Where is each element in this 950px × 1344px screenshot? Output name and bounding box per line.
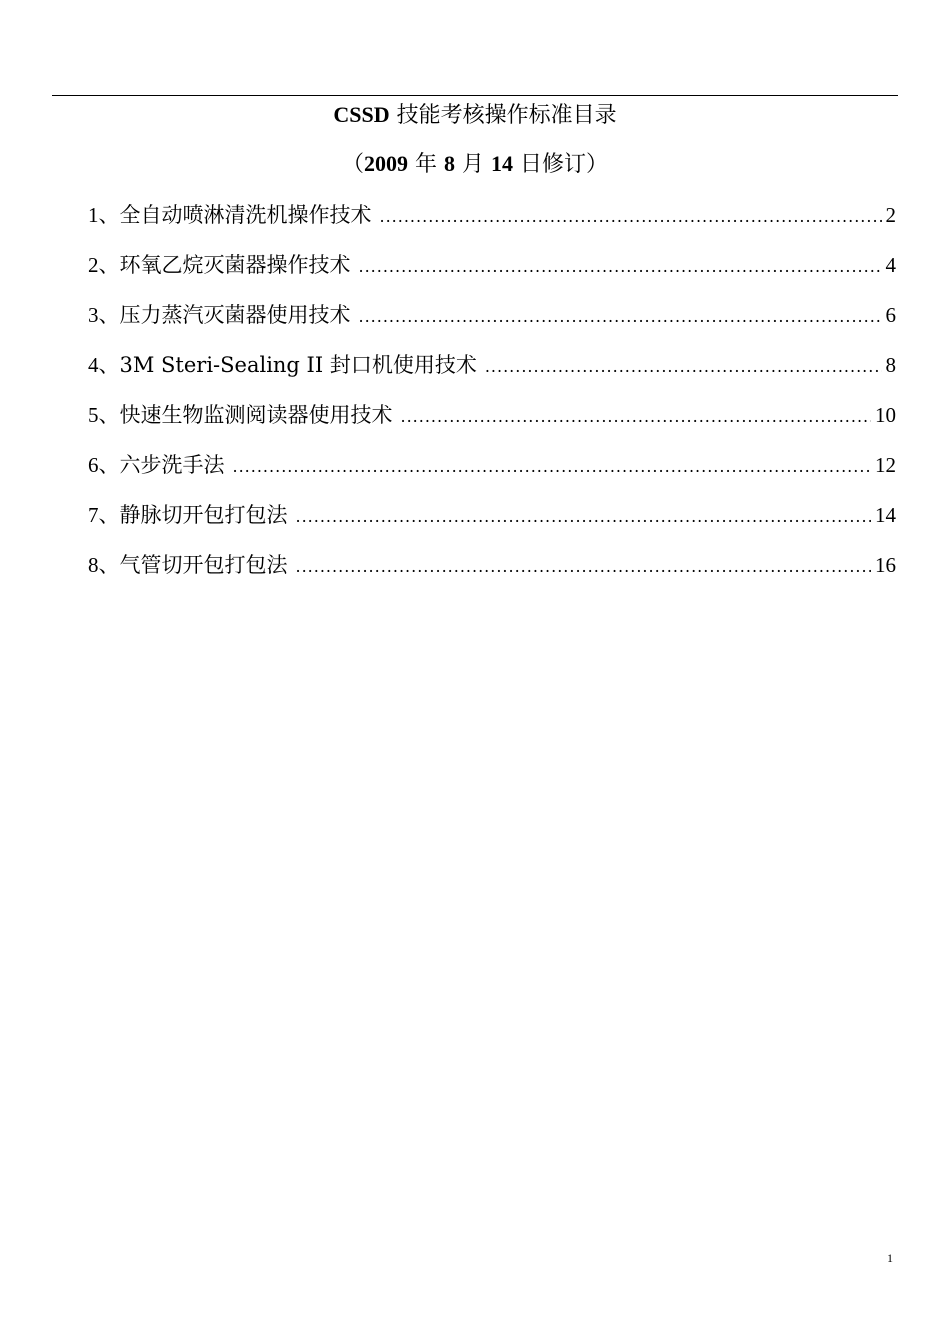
toc-entry-page: 8 <box>885 353 896 377</box>
header-rule <box>52 95 898 96</box>
toc-entry-page: 2 <box>885 203 896 227</box>
revision-month: 8 <box>444 151 455 176</box>
revision-day-suffix: 日修订 <box>513 152 586 177</box>
revision-month-unit: 月 <box>455 152 491 177</box>
toc-dot-leader <box>401 402 872 432</box>
toc-entry-page: 6 <box>885 303 896 327</box>
toc-entry-label: 静脉切开包打包法 <box>119 503 288 527</box>
toc-entry-page: 10 <box>875 403 896 427</box>
toc-entry[interactable] <box>88 400 896 450</box>
toc-entry-page: 4 <box>885 253 896 277</box>
toc-entry-label: 六步洗手法 <box>119 453 225 477</box>
toc-entry-label: 全自动喷淋清洗机操作技术 <box>119 203 372 227</box>
toc-entry-label: 快速生物监测阅读器使用技术 <box>119 403 393 427</box>
toc-entry[interactable] <box>88 300 896 350</box>
toc-entry-label: 气管切开包打包法 <box>119 553 288 577</box>
page-number: 1 <box>887 1251 893 1265</box>
toc-dot-leader <box>233 452 872 482</box>
toc-entry-separator: 、 <box>98 353 120 377</box>
document-title <box>0 100 950 131</box>
toc-entry-number: 6 <box>88 453 99 477</box>
toc-entry[interactable] <box>88 550 896 600</box>
table-of-contents <box>88 200 896 600</box>
subtitle-close-paren: ） <box>586 152 609 177</box>
toc-entry-number: 1 <box>88 203 99 227</box>
toc-entry[interactable] <box>88 500 896 550</box>
toc-dot-leader <box>296 552 872 582</box>
title-suffix: 技能考核操作标准目录 <box>389 103 617 128</box>
revision-date <box>0 149 950 180</box>
toc-entry[interactable] <box>88 250 896 300</box>
toc-entry-number: 7 <box>88 503 99 527</box>
revision-day: 14 <box>491 151 513 176</box>
toc-entry-separator: 、 <box>98 253 120 277</box>
revision-year: 2009 <box>364 151 408 176</box>
toc-entry-number: 2 <box>88 253 99 277</box>
toc-entry-label: 环氧乙烷灭菌器操作技术 <box>119 253 351 277</box>
toc-entry-page: 16 <box>875 553 896 577</box>
toc-entry-separator: 、 <box>98 553 120 577</box>
toc-entry-separator: 、 <box>98 303 120 327</box>
toc-entry-number: 4 <box>88 353 99 377</box>
toc-entry-separator: 、 <box>98 403 120 427</box>
toc-entry-number: 3 <box>88 303 99 327</box>
toc-entry-separator: 、 <box>98 453 120 477</box>
toc-entry-page: 14 <box>875 503 896 527</box>
toc-entry[interactable] <box>88 200 896 250</box>
revision-year-unit: 年 <box>408 152 444 177</box>
toc-entry-label: 3M Steri-Sealing II 封口机使用技术 <box>119 353 477 377</box>
subtitle-open-paren: （ <box>341 152 364 177</box>
toc-entry-separator: 、 <box>98 503 120 527</box>
toc-dot-leader <box>359 302 882 332</box>
toc-dot-leader <box>485 352 882 382</box>
toc-entry-number: 8 <box>88 553 99 577</box>
toc-entry-label: 压力蒸汽灭菌器使用技术 <box>119 303 351 327</box>
title-prefix: CSSD <box>333 102 390 127</box>
toc-dot-leader <box>359 252 882 282</box>
toc-entry-separator: 、 <box>98 203 120 227</box>
toc-dot-leader <box>380 202 882 232</box>
toc-entry-number: 5 <box>88 403 99 427</box>
toc-dot-leader <box>296 502 872 532</box>
toc-entry-page: 12 <box>875 453 896 477</box>
toc-entry[interactable] <box>88 450 896 500</box>
toc-entry[interactable] <box>88 350 896 400</box>
